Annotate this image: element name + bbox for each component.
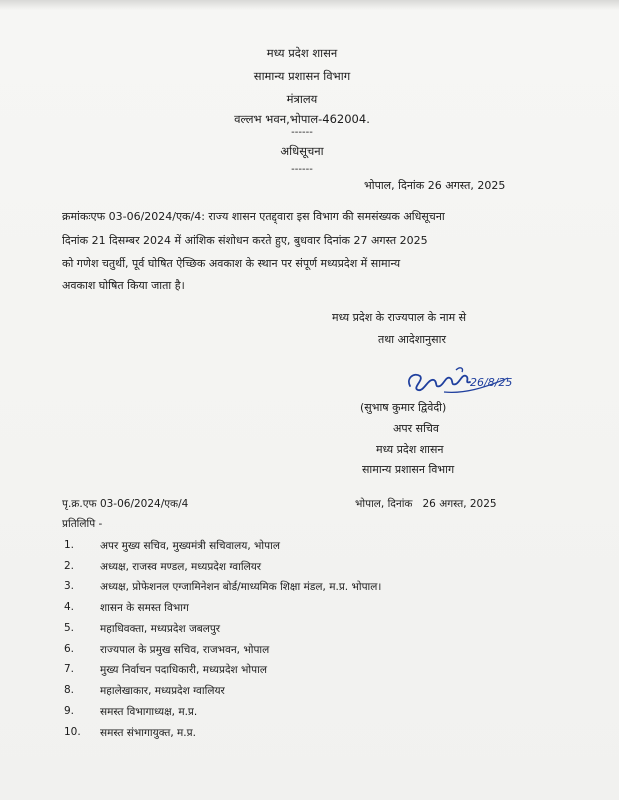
issue-date: भोपाल, दिनांक 26 अगस्त, 2025 <box>364 179 506 192</box>
list-item-number: 7. <box>64 663 75 675</box>
list-item: अध्यक्ष, प्रोफेशनल एग्जामिनेशन बोर्ड/माध्यमिक शिक्षा मंडल, म.प्र. भोपाल। <box>100 581 382 593</box>
list-item: महाधिवक्ता, मध्यप्रदेश जबलपुर <box>100 623 221 635</box>
header-department: सामान्य प्रशासन विभाग <box>253 69 351 83</box>
signatory-department: सामान्य प्रशासन विभाग <box>362 463 455 476</box>
handwritten-signature <box>404 364 516 402</box>
header-ministry: मंत्रालय <box>286 92 318 106</box>
endorsement-reference: पृ.क्र.एफ 03-06/2024/एक/4 <box>62 498 189 510</box>
signatory-government: मध्य प्रदेश शासन <box>376 443 444 456</box>
endorsement-date: भोपाल, दिनांक 26 अगस्त, 2025 <box>355 498 497 510</box>
list-item: अपर मुख्य सचिव, मुख्यमंत्री सचिवालय, भोपाल <box>100 540 280 552</box>
list-item-number: 2. <box>64 560 75 572</box>
body-line-4: अवकाश घोषित किया जाता है। <box>62 279 185 292</box>
list-item: शासन के समस्त विभाग <box>100 602 189 614</box>
list-item-number: 3. <box>64 580 75 592</box>
header-dash-top: ------ <box>291 127 313 138</box>
scan-shadow <box>0 0 619 10</box>
copy-to-label: प्रतिलिपि - <box>62 518 103 530</box>
signatory-name: (सुभाष कुमार द्विवेदी) <box>360 401 447 414</box>
list-item-number: 6. <box>64 643 75 655</box>
list-item-number: 5. <box>64 622 75 634</box>
list-item-number: 9. <box>64 705 75 717</box>
list-item: महालेखाकार, मध्यप्रदेश ग्वालियर <box>100 685 225 697</box>
notification-title: अधिसूचना <box>280 144 324 158</box>
list-item: मुख्य निर्वाचन पदाधिकारी, मध्यप्रदेश भोपाल <box>100 664 267 676</box>
header-address: वल्लभ भवन,भोपाल-462004. <box>234 112 370 126</box>
body-line-2: दिनांक 21 दिसम्बर 2024 में आंशिक संशोधन करते हुए, बुधवार दिनांक 27 अगस्त 2025 <box>62 234 428 247</box>
header-government: मध्य प्रदेश शासन <box>266 46 338 60</box>
signature-date: 26/8/25 <box>470 376 513 389</box>
header-dash-bottom: ------ <box>291 164 313 175</box>
list-item: राज्यपाल के प्रमुख सचिव, राजभवन, भोपाल <box>100 644 270 656</box>
body-line-1: क्रमांकःएफ 03-06/2024/एक/4: राज्य शासन एतद्द्वारा इस विभाग की समसंख्यक अधिसूचना <box>62 210 445 223</box>
list-item-number: 4. <box>64 601 75 613</box>
list-item-number: 10. <box>64 726 81 738</box>
list-item: अध्यक्ष, राजस्व मण्डल, मध्यप्रदेश ग्वालियर <box>100 561 262 573</box>
order-line-2: तथा आदेशानुसार <box>378 333 446 346</box>
list-item-number: 8. <box>64 684 75 696</box>
list-item: समस्त संभागायुक्त, म.प्र. <box>100 727 196 739</box>
order-line-1: मध्य प्रदेश के राज्यपाल के नाम से <box>332 311 467 324</box>
list-item-number: 1. <box>64 539 75 551</box>
signatory-designation: अपर सचिव <box>393 422 440 435</box>
list-item: समस्त विभागाध्यक्ष, म.प्र. <box>100 706 198 718</box>
body-line-3: को गणेश चतुर्थी, पूर्व घोषित ऐच्छिक अवकाश के स्थान पर संपूर्ण मध्यप्रदेश में सामान्य <box>62 257 401 270</box>
